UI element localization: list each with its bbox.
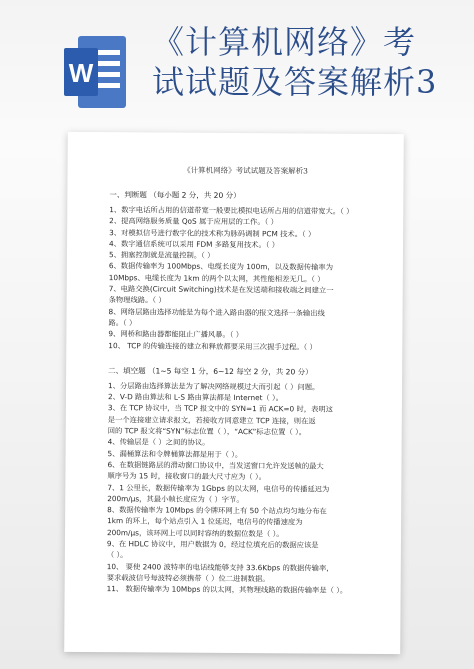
question-line: 顺序号为 15 时，接收窗口的最大尺寸应为（ ）。 [107, 471, 266, 482]
section-1-heading: 一、判断题 （每小题 2 分，共 20 分） [109, 190, 241, 201]
question-line: 8、网络层路由选择功能是为每个进入路由器的报文选择一条输出线 [108, 306, 325, 318]
page-header [0, 0, 474, 120]
question-line: 4、数字通信系统可以采用 FDM 多路复用技术。（ ） [109, 239, 280, 250]
question-line: 10、 TCP 的传输连接的建立和释放都要采用三次握手过程。（ ） [108, 340, 317, 352]
question-line: 1、数字电话所占用的信道带宽一般要比模拟电话所占用的信道带宽大。（ ） [109, 205, 354, 216]
document-title-line-2: 试试题及答案解析3 [152, 63, 438, 101]
section-1-list [108, 204, 381, 353]
question-line: 9、网桥和路由器都能阻止广播风暴。（ ） [108, 329, 244, 340]
document-title-line-1: 《计算机网络》考 [152, 23, 417, 61]
question-line: 3、对模拟信号进行数字化的技术称为脉码调制 PCM 技术。（ ） [109, 227, 316, 239]
question-line: 9、在 HDLC 协议中，用户数据为 0，经过位填充后的数据应该是 [106, 539, 319, 550]
question-line: 7、1 公里长，数据传输率为 1Gbps 的以太网，电信号的传播延迟为 [107, 482, 330, 494]
section-2-heading: 二、填空题 （1~5 每空 1 分，6~12 每空 2 分，共 20 分） [108, 365, 313, 377]
question-line: 回的 TCP 报文将“SYN”标志位置（ ），“ACK”标志位置（ ）。 [107, 426, 307, 437]
document-title [152, 22, 462, 102]
question-line: 6、数据传输率为 100Mbps、电缆长度为 100m，以及数据传输率为 [108, 261, 334, 273]
word-icon [64, 36, 126, 108]
question-line: 1km 的环上，每个站点引入 1 位延迟，电信号的传播速度为 [107, 516, 303, 527]
question-line: 3、在 TCP 协议中，当 TCP 报文中的 SYN=1 而 ACK=0 时，表明这 [107, 403, 334, 415]
document-page [64, 132, 404, 654]
question-line: 11、 数据传输率为 10Mbps 的以太网，其物理线路的数据传输率是（ ）。 [106, 584, 348, 595]
paper-title: 《计算机网络》考试试题及答案解析3 [183, 165, 308, 176]
section-spacer [108, 351, 380, 365]
question-line: 4、传输层是（ ）之间的协议。 [107, 437, 210, 448]
question-line: 7、电路交换(Circuit Switching)技术是在发送端和接收端之间建立一 [108, 284, 334, 295]
question-line: 10、 要使 2400 波特率的电话线能够支持 33.6Kbps 的数据传输率， [106, 561, 334, 573]
question-line: 5、拥塞控制就是流量控制。（ ） [108, 250, 215, 261]
document-content [107, 164, 382, 596]
question-line: 10Mbps、电缆长度为 1km 的两个以太网，其性能相差无几。（ ） [108, 272, 325, 284]
question-line: 条物理线路。（ ） [108, 295, 166, 305]
question-line: 要求载波信号每波特必须携带（ ）位二进制数据。 [106, 573, 270, 584]
question-line: （ ）。 [106, 550, 128, 560]
question-line: 200m/μs，该环网上可以同时容纳的数据位数是（ ）。 [106, 527, 284, 539]
question-line: 2、V-D 路由算法和 L-S 路由算法都是 Internet（ ）。 [107, 392, 284, 403]
question-line: 5、漏桶算法和令牌桶算法都是用于（ ）。 [107, 448, 243, 459]
section-2-list [107, 380, 380, 597]
question-line: 1、分层路由选择算法是为了解决网络规模过大而引起（ ）问题。 [108, 380, 320, 392]
question-line: 路。（ ） [108, 318, 137, 328]
question-line: 是一个连接建立请求报文，若接收方同意建立 TCP 连接，则在返 [107, 414, 316, 426]
question-line: 8、数据传输率为 10Mbps 的令牌环网上有 50 个站点均匀地分布在 [107, 505, 327, 516]
question-line: 6、在数据链路层的滑动窗口协议中，当发送窗口允许发送帧的最大 [107, 460, 324, 471]
question-line: 2、提高网络服务质量 QoS 属于应用层的工作。（ ） [109, 216, 278, 227]
question-line: 200m/μs，其最小帧长度应为（ ）字节。 [107, 493, 244, 504]
svg-text:W: W [68, 58, 94, 88]
